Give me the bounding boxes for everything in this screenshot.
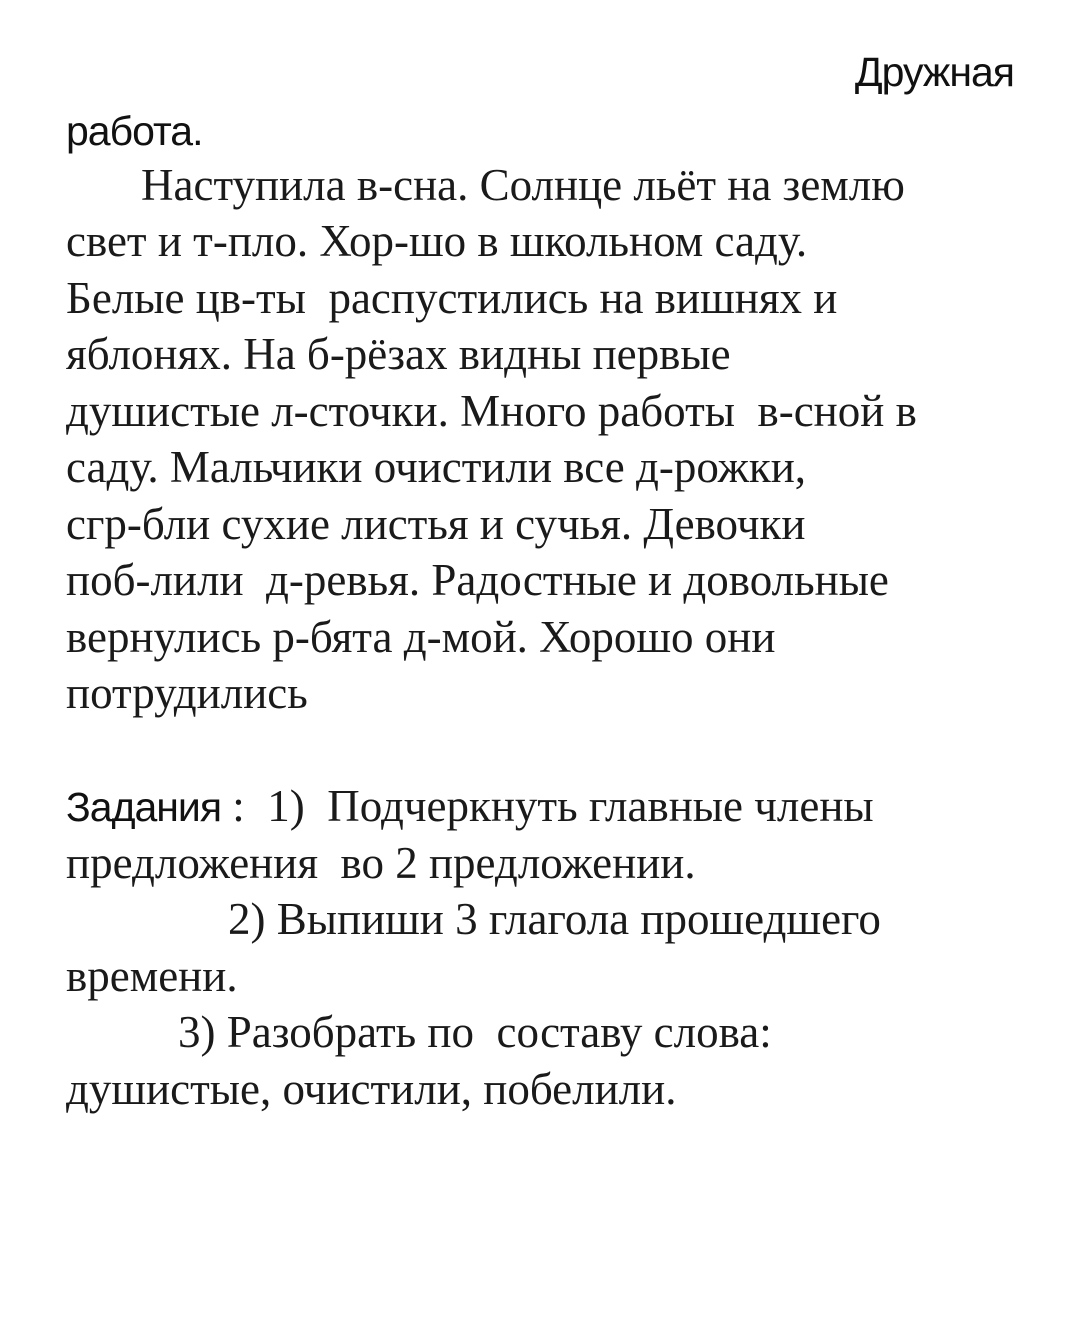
text-line: саду. Мальчики очистили все д-рожки, <box>66 442 807 492</box>
tasks-line-6: душистые, очистили, побелили. <box>66 1064 677 1114</box>
text-line: Наступила в-сна. Солнце льёт на землю <box>141 160 905 210</box>
text-line: яблонях. На б-рёзах видны первые <box>66 329 731 379</box>
title-second-line: работа. <box>66 108 203 154</box>
text-line: поб-лили д-ревья. Радостные и довольные <box>66 555 889 605</box>
text-line: вернулись р-бята д-мой. Хорошо они <box>66 612 776 662</box>
text-line: Белые цв-ты распустились на вишнях и <box>66 273 838 323</box>
tasks-label: Задания <box>66 784 222 830</box>
tasks-line-3: 2) Выпиши 3 глагола прошедшего <box>228 894 881 944</box>
text-line: душистые л-сточки. Много работы в-сной в <box>66 386 917 436</box>
text-line: потрудились <box>66 668 308 718</box>
task-1-text: : 1) Подчеркнуть главные члены <box>221 781 874 831</box>
title-first-line: Дружная <box>854 49 1014 95</box>
tasks-line-1 <box>66 778 874 835</box>
tasks-line-5: 3) Разобрать по составу слова: <box>178 1007 772 1057</box>
text-line: сгр-бли сухие листья и сучья. Девочки <box>66 499 806 549</box>
text-line: свет и т-пло. Хор-шо в школьном саду. <box>66 216 808 266</box>
tasks-line-2: предложения во 2 предложении. <box>66 838 696 888</box>
tasks-line-4: времени. <box>66 951 238 1001</box>
